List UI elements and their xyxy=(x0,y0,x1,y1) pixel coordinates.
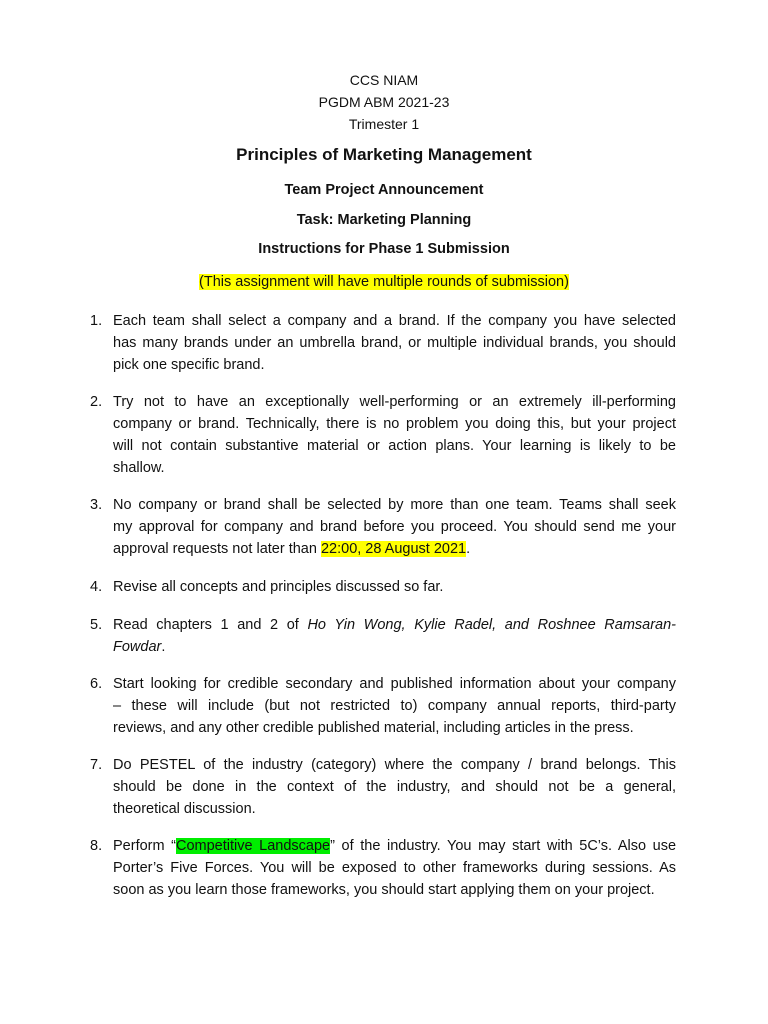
list-item-number: 6. xyxy=(90,676,103,692)
term-name: Trimester 1 xyxy=(348,116,420,132)
text-line: Each team shall select a company and a brand. If the company you have selected xyxy=(113,313,676,329)
text-line: Try not to have an exceptionally well-performing or an extremely ill-performing xyxy=(113,394,676,410)
text-line: . xyxy=(466,541,471,557)
text-line: soon as you learn those frameworks, you should start applying them on your project. xyxy=(113,882,655,898)
text-line: reviews, and any other credible published material, including articles in the press. xyxy=(113,720,634,736)
list-item-text xyxy=(113,310,676,376)
task-subtitle: Task: Marketing Planning xyxy=(296,212,472,228)
list-item-number: 2. xyxy=(90,394,103,410)
submission-note xyxy=(0,274,768,290)
text-line: pick one specific brand. xyxy=(113,357,265,373)
text-line: shallow. xyxy=(113,460,165,476)
text-line: Start looking for credible secondary and published information about your company xyxy=(113,676,676,692)
list-item-number: 5. xyxy=(90,617,103,633)
list-item-number: 1. xyxy=(90,313,103,329)
text-line: my approval for company and brand before you proceed. You should send me your xyxy=(113,519,676,535)
announcement-subtitle: Team Project Announcement xyxy=(284,182,484,198)
document-title: Principles of Marketing Management xyxy=(236,145,532,164)
text-line: approval requests not later than xyxy=(113,541,321,557)
list-item-text xyxy=(113,391,676,479)
text-line: – these will include (but not restricted to) company annual reports, third-party xyxy=(113,698,676,714)
author-names: Fowdar xyxy=(113,639,162,655)
text-line: Porter’s Five Forces. You will be exposed to other frameworks during sessions. As xyxy=(113,860,676,876)
program-name: PGDM ABM 2021-23 xyxy=(318,94,450,110)
list-item-text xyxy=(113,614,676,658)
text-line: will not contain substantive material or action plans. Your learning is likely to be xyxy=(113,438,676,454)
text-line: Perform “ xyxy=(113,838,176,854)
text-line: No company or brand shall be selected by more than one team. Teams shall seek xyxy=(113,497,676,513)
instructions-subtitle: Instructions for Phase 1 Submission xyxy=(258,241,510,257)
submission-note-text: (This assignment will have multiple rounds of submission) xyxy=(199,274,569,290)
text-line: Revise all concepts and principles discussed so far. xyxy=(113,579,444,595)
text-line: theoretical discussion. xyxy=(113,801,256,817)
list-item-text xyxy=(113,835,676,901)
list-item-number: 3. xyxy=(90,497,103,513)
text-line: should be done in the context of the industry, and should not be a general, xyxy=(113,779,676,795)
author-names: Ho Yin Wong, Kylie Radel, and Roshnee Ramsaran- xyxy=(307,617,676,633)
list-item-text xyxy=(113,576,676,598)
list-item-text xyxy=(113,673,676,739)
competitive-landscape-highlight: Competitive Landscape xyxy=(176,838,331,854)
list-item-text xyxy=(113,754,676,820)
text-line: . xyxy=(161,639,166,655)
list-item-number: 7. xyxy=(90,757,103,773)
institute-name: CCS NIAM xyxy=(349,72,419,88)
deadline-highlight: 22:00, 28 August 2021 xyxy=(320,541,467,557)
text-line: company or brand. Technically, there is no problem you doing this, but your project xyxy=(113,416,676,432)
text-line: ” of the industry. You may start with 5C’s. Also use xyxy=(330,838,677,854)
text-line: Read chapters 1 and 2 of xyxy=(113,617,308,633)
text-line: has many brands under an umbrella brand, or multiple individual brands, you should xyxy=(113,335,676,351)
list-item-number: 8. xyxy=(90,838,103,854)
list-item-text xyxy=(113,494,676,560)
text-line: Do PESTEL of the industry (category) where the company / brand belongs. This xyxy=(113,757,676,773)
list-item-number: 4. xyxy=(90,579,103,595)
